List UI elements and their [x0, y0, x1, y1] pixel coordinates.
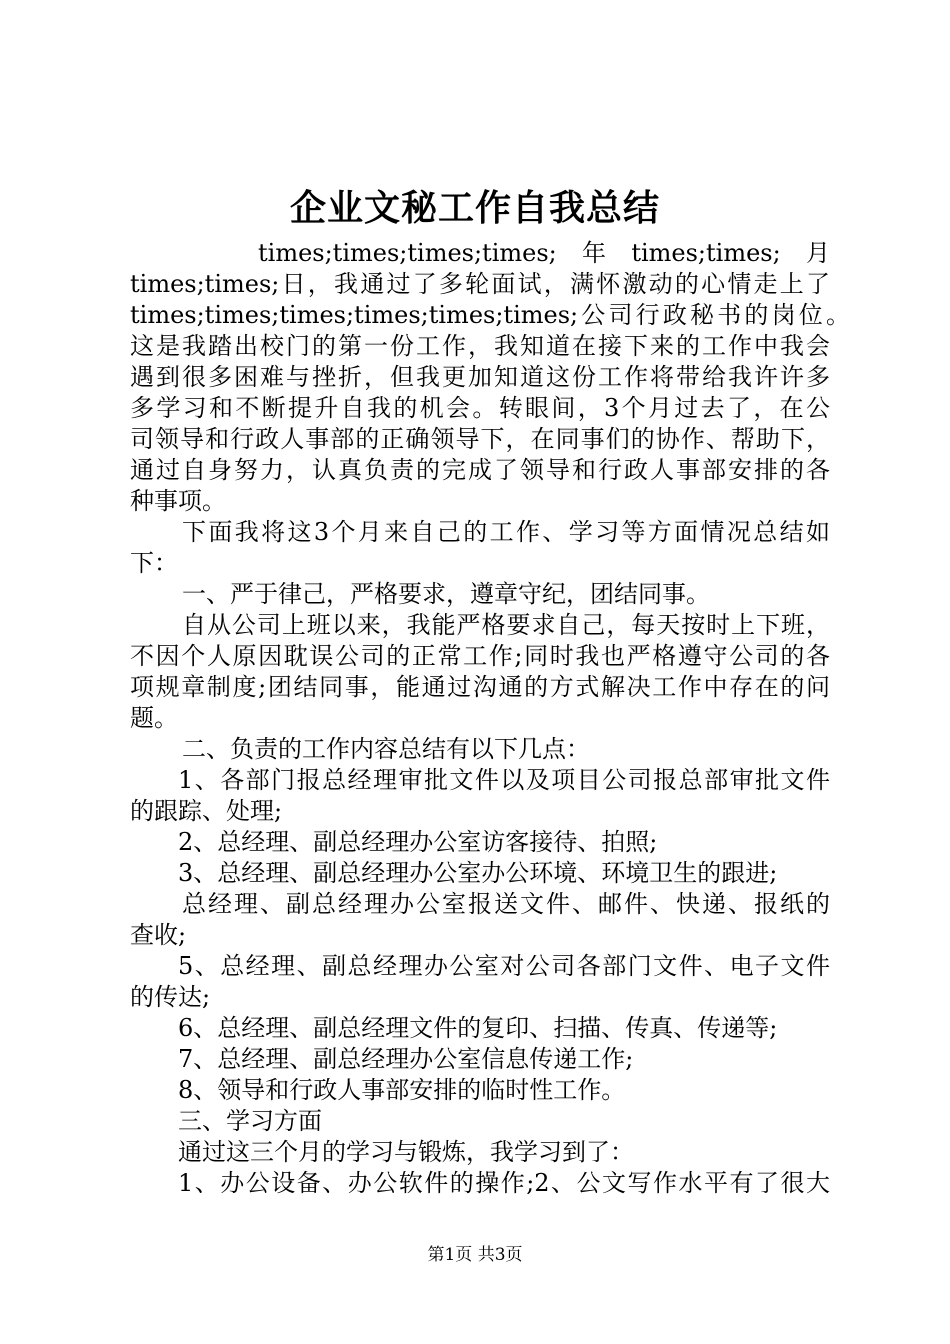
text-line: 自从公司上班以来，我能严格要求自己，每天按时上下班， — [182, 611, 830, 639]
list-item: 3、总经理、副总经理办公室办公环境、环境卫生的跟进; — [178, 859, 778, 887]
list-item: 1、各部门报总经理审批文件以及项目公司报总部审批文件 — [178, 766, 830, 794]
text-line: 种事项。 — [130, 487, 226, 515]
list-item: 1、办公设备、办公软件的操作;2、公文写作水平有了很大 — [178, 1169, 830, 1197]
section-heading: 二、负责的工作内容总结有以下几点： — [182, 735, 590, 763]
text-line: 项规章制度;团结同事，能通过沟通的方式解决工作中存在的问 — [130, 673, 830, 701]
list-item: 7、总经理、副总经理办公室信息传递工作; — [178, 1045, 634, 1073]
list-item: 2、总经理、副总经理办公室访客接待、拍照; — [178, 828, 658, 856]
list-item: 5、总经理、副总经理办公室对公司各部门文件、电子文件 — [178, 952, 830, 980]
list-item: 总经理、副总经理办公室报送文件、邮件、快递、报纸的 — [182, 890, 830, 918]
text-line: times;times;日，我通过了多轮面试，满怀激动的心情走上了 — [130, 270, 830, 298]
text-line: 的传达; — [130, 983, 211, 1011]
section-heading: 三、学习方面 — [178, 1107, 322, 1135]
section-heading: 一、严于律己，严格要求，遵章守纪，团结同事。 — [182, 580, 710, 608]
text-line: 不因个人原因耽误公司的正常工作;同时我也严格遵守公司的各 — [130, 642, 830, 670]
list-item: 6、总经理、副总经理文件的复印、扫描、传真、传递等; — [178, 1014, 778, 1042]
text-line: times;times;times;times;times;times;公司行政秘书的岗位。 — [130, 301, 850, 329]
text-line: times;times;times;times; 年 times;times; 月 — [258, 239, 830, 267]
text-line: 查收; — [130, 921, 187, 949]
text-line: 多学习和不断提升自我的机会。转眼间，3个月过去了，在公 — [130, 394, 830, 422]
document-body — [130, 238, 850, 1199]
text-line: 下： — [130, 549, 178, 577]
text-line: 下面我将这3个月来自己的工作、学习等方面情况总结如 — [182, 518, 830, 546]
text-line: 遇到很多困难与挫折，但我更加知道这份工作将带给我许许多 — [130, 363, 830, 391]
text-line: 通过这三个月的学习与锻炼，我学习到了： — [178, 1138, 634, 1166]
text-line: 题。 — [130, 704, 178, 732]
page-footer: 第1页 共3页 — [427, 1245, 523, 1265]
text-line: 通过自身努力，认真负责的完成了领导和行政人事部安排的各 — [130, 456, 830, 484]
text-line: 的跟踪、处理; — [130, 797, 283, 825]
text-line: 司领导和行政人事部的正确领导下，在同事们的协作、帮助下， — [130, 425, 830, 453]
text-line: 这是我踏出校门的第一份工作，我知道在接下来的工作中我会 — [130, 332, 830, 360]
list-item: 8、领导和行政人事部安排的临时性工作。 — [178, 1076, 626, 1104]
document-title: 企业文秘工作自我总结 — [289, 187, 660, 229]
